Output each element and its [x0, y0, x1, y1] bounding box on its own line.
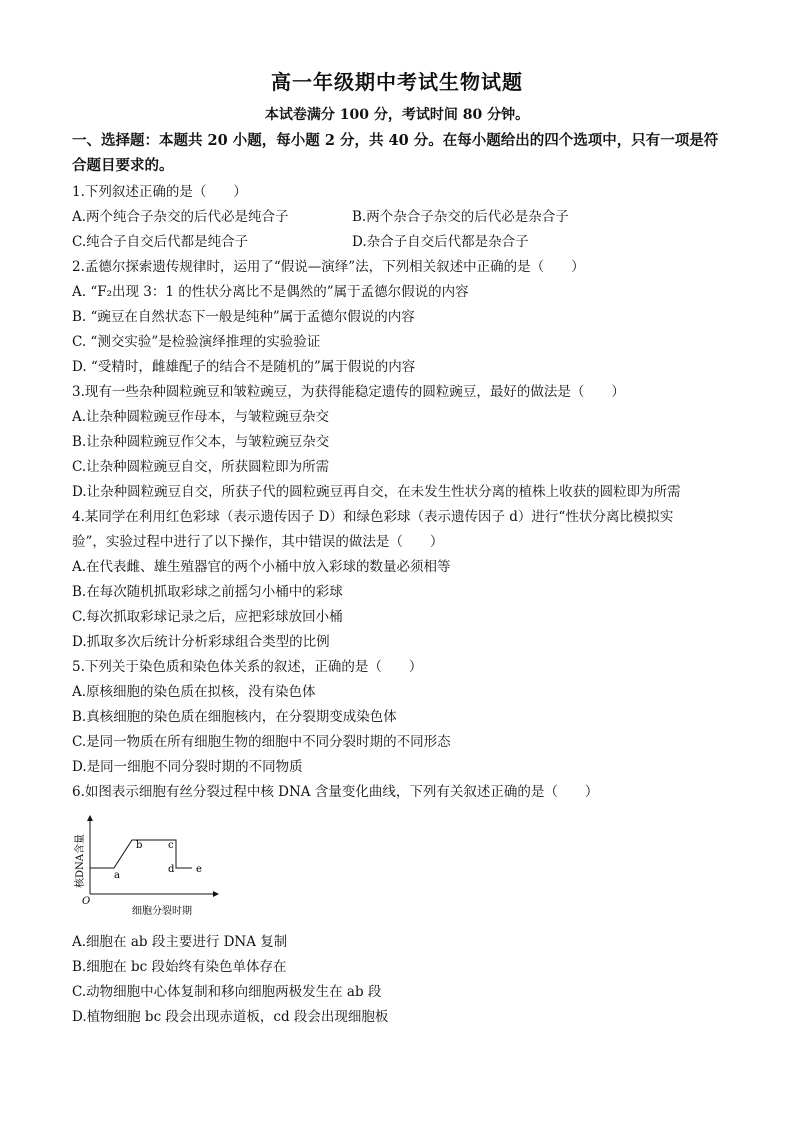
- question-5-option-d: D.是同一细胞不同分裂时期的不同物质: [72, 759, 303, 775]
- question-6-option-a: A.细胞在 ab 段主要进行 DNA 复制: [72, 934, 288, 950]
- question-1-stem: 1.下列叙述正确的是（ ）: [72, 184, 247, 200]
- question-4-option-d: D.抓取多次后统计分析彩球组合类型的比例: [72, 634, 330, 650]
- question-1-option-a: A.两个纯合子杂交的后代必是纯合子: [72, 209, 289, 225]
- question-4-option-c: C.每次抓取彩球记录之后，应把彩球放回小桶: [72, 609, 343, 625]
- question-3-stem: 3.现有一些杂种圆粒豌豆和皱粒豌豆，为获得能稳定遗传的圆粒豌豆，最好的做法是（ ）: [72, 384, 625, 400]
- question-1-option-d: D.杂合子自交后代都是杂合子: [352, 234, 529, 250]
- question-2-option-b: B. “豌豆在自然状态下一般是纯种”属于孟德尔假说的内容: [72, 309, 415, 325]
- question-1-option-b: B.两个杂合子杂交的后代必是杂合子: [352, 209, 569, 225]
- question-3-option-c: C.让杂种圆粒豌豆自交，所获圆粒即为所需: [72, 459, 330, 475]
- question-2-option-a: A. “F₂出现 3：1 的性状分离比不是偶然的”属于孟德尔假说的内容: [72, 284, 469, 300]
- point-b-label: b: [136, 840, 143, 851]
- question-5-stem: 5.下列关于染色质和染色体关系的叙述，正确的是（ ）: [72, 659, 423, 675]
- question-6-option-b: B.细胞在 bc 段始终有染色单体存在: [72, 959, 287, 975]
- question-6-option-c: C.动物细胞中心体复制和移向细胞两极发生在 ab 段: [72, 984, 382, 1000]
- question-4-stem-line-2: 验”，实验过程中进行了以下操作，其中错误的做法是（ ）: [72, 534, 444, 550]
- page-title: 高一年级期中考试生物试题: [271, 70, 523, 94]
- question-5-option-b: B.真核细胞的染色质在细胞核内，在分裂期变成染色体: [72, 709, 397, 725]
- point-a-label: a: [114, 870, 120, 881]
- question-5-option-a: A.原核细胞的染色质在拟核，没有染色体: [72, 684, 316, 700]
- question-3-option-a: A.让杂种圆粒豌豆作母本，与皱粒豌豆杂交: [72, 409, 330, 425]
- x-axis-label: 细胞分裂时期: [132, 906, 192, 917]
- point-d-label: d: [168, 864, 175, 875]
- dna-content-figure: [72, 808, 232, 920]
- point-e-label: e: [196, 864, 202, 875]
- question-6-stem: 6.如图表示细胞有丝分裂过程中核 DNA 含量变化曲线，下列有关叙述正确的是（ ）: [72, 784, 599, 800]
- question-3-option-d: D.让杂种圆粒豌豆自交，所获子代的圆粒豌豆再自交，在未发生性状分离的植株上收获的圆粒即为所需: [72, 484, 681, 500]
- question-5-option-c: C.是同一物质在所有细胞生物的细胞中不同分裂时期的不同形态: [72, 734, 451, 750]
- question-2-stem: 2.孟德尔探索遗传规律时，运用了“假说—演绎”法，下列相关叙述中正确的是（ ）: [72, 259, 585, 275]
- section-heading: 一、选择题：本题共 20 小题，每小题 2 分，共 40 分。在每小题给出的四个选项中，只有一项是符合题目要求的。: [72, 132, 719, 174]
- question-3-option-b: B.让杂种圆粒豌豆作父本，与皱粒豌豆杂交: [72, 434, 330, 450]
- exam-instructions: 本试卷满分 100 分，考试时间 80 分钟。: [264, 107, 530, 123]
- y-axis-label: 核DNA含量: [75, 834, 86, 888]
- question-4-option-a: A.在代表雌、雄生殖器官的两个小桶中放入彩球的数量必须相等: [72, 559, 451, 575]
- question-6-option-d: D.植物细胞 bc 段会出现赤道板，cd 段会出现细胞板: [72, 1009, 389, 1025]
- origin-label: O: [82, 896, 91, 907]
- question-2-option-c: C. “测交实验”是检验演绎推理的实验验证: [72, 334, 321, 350]
- point-c-label: c: [168, 840, 174, 851]
- question-1-option-c: C.纯合子自交后代都是纯合子: [72, 234, 249, 250]
- question-4-option-b: B.在每次随机抓取彩球之前摇匀小桶中的彩球: [72, 584, 343, 600]
- question-4-stem-line-1: 4.某同学在利用红色彩球（表示遗传因子 D）和绿色彩球（表示遗传因子 d）进行“性状分离比模拟实: [72, 509, 674, 525]
- question-2-option-d: D. “受精时，雌雄配子的结合不是随机的”属于假说的内容: [72, 359, 416, 375]
